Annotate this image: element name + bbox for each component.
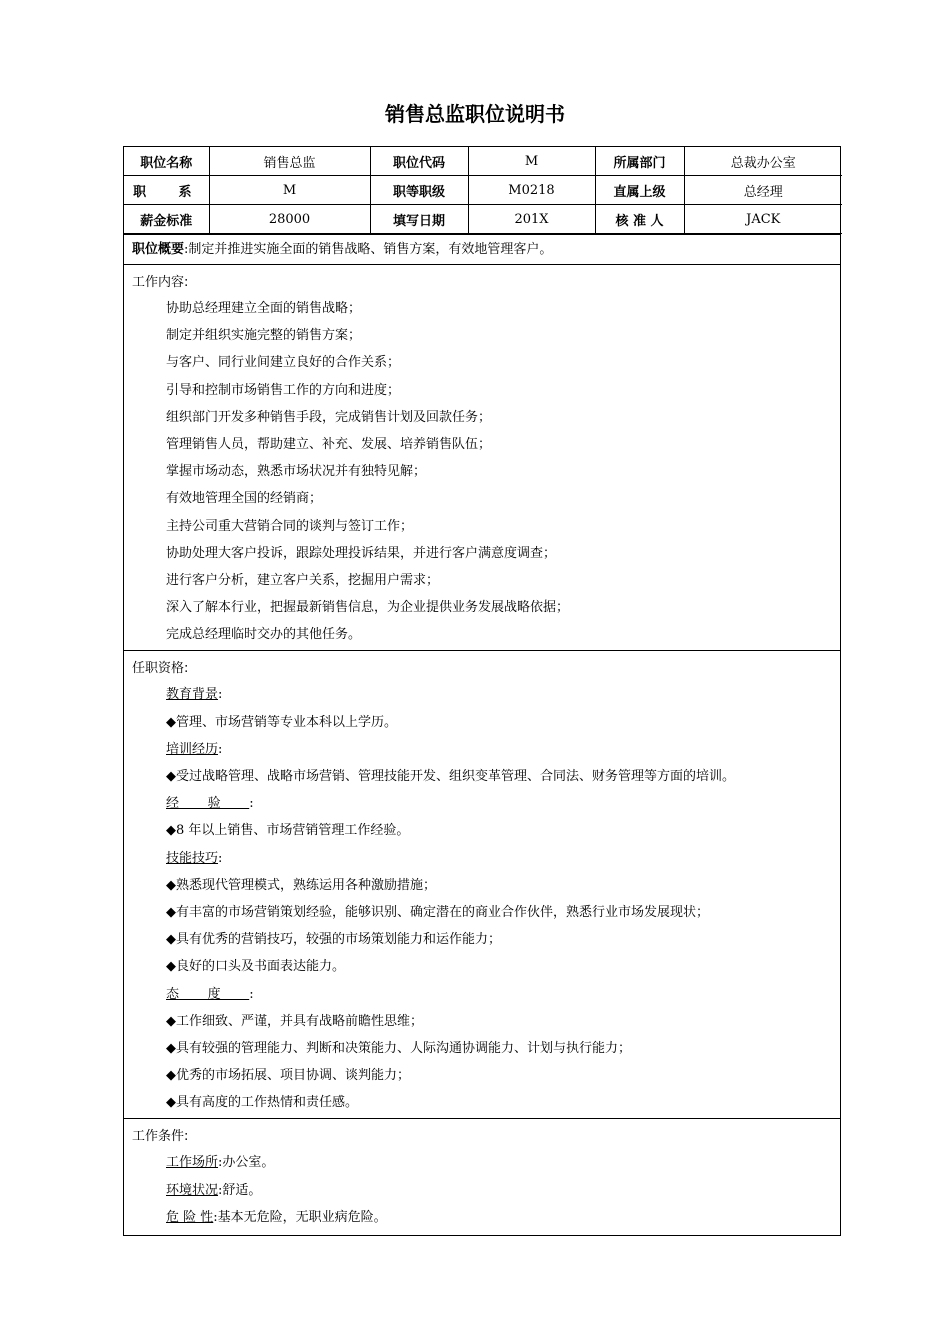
header-table [124,147,842,234]
header-row [124,205,842,234]
workplace-value: :办公室。 [218,1155,275,1171]
list-item: 有效地管理全国的经销商； [166,491,323,507]
list-item: 协助处理大客户投诉，跟踪处理投诉结果，并进行客户满意度调查； [166,545,557,561]
hazard-value: :基本无危险，无职业病危险。 [213,1209,387,1225]
list-item: 引导和控制市场销售工作的方向和进度； [166,382,401,398]
list-item: ◆8 年以上销售、市场营销管理工作经验。 [166,823,410,839]
hazard-key: 危 险 性 [166,1209,214,1225]
job-family-value: M [209,176,370,205]
list-item: 进行客户分析，建立客户关系，挖掘用户需求； [166,572,440,588]
list-item: 制定并组织实施完整的销售方案； [166,328,362,344]
grade-label: 职等职级 [370,176,468,205]
overview-label: 职位概要 [132,242,185,257]
qualifications-label: 任职资格: [132,661,189,677]
fill-date-label: 填写日期 [370,205,468,234]
workplace-key: 工作场所 [166,1155,219,1171]
environment-key: 环境状况 [166,1182,219,1198]
training-title: 培训经历 [166,741,219,757]
approver-label: 核 准 人 [595,205,684,234]
department-label: 所属部门 [595,147,684,176]
job-family-label: 职 系 [124,176,209,205]
education-title: 教育背景 [166,687,219,703]
position-code-value: M [468,147,595,176]
list-item: 协助总经理建立全面的销售战略； [166,301,362,316]
fill-date-value: 201X [468,205,595,234]
list-item: 完成总经理临时交办的其他任务。 [166,627,362,643]
page-title: 销售总监职位说明书 [385,102,565,126]
list-item: ◆具有高度的工作热情和责任感。 [166,1095,358,1111]
job-description-form [123,146,841,1236]
conditions-section [124,1118,840,1235]
salary-label: 薪金标准 [124,205,209,234]
conditions-label: 工作条件: [132,1129,189,1145]
list-item: 与客户、同行业间建立良好的合作关系； [166,355,401,371]
list-item: 深入了解本行业，把握最新销售信息，为企业提供业务发展战略依据； [166,600,570,616]
header-row [124,147,842,176]
list-item: 主持公司重大营销合同的谈判与签订工作； [166,518,414,534]
list-item: ◆工作细致、严谨，并具有战略前瞻性思维； [166,1013,423,1029]
list-item: ◆受过战略管理、战略市场营销、管理技能开发、组织变革管理、合同法、财务管理等方面的培训。 [166,769,735,784]
experience-title: 经验 [166,796,250,812]
supervisor-value: 总经理 [684,176,842,205]
work-content-section [124,264,840,650]
position-name-label: 职位名称 [124,147,209,176]
condition-item [132,1149,832,1176]
list-item: ◆良好的口头及书面表达能力。 [166,959,345,975]
approver-value: JACK [684,205,842,234]
department-value: 总裁办公室 [684,147,842,176]
attitude-title: 态度 [166,986,250,1002]
grade-value: M0218 [468,176,595,205]
list-item: ◆有丰富的市场营销策划经验，能够识别、确定潜在的商业合作伙伴，熟悉行业市场发展现状； [166,904,709,920]
list-item: 掌握市场动态，熟悉市场状况并有独特见解； [166,464,427,480]
supervisor-label: 直属上级 [595,176,684,205]
condition-item [132,1204,832,1231]
list-item: 管理销售人员，帮助建立、补充、发展、培养销售队伍； [166,436,492,452]
list-item: 组织部门开发多种销售手段，完成销售计划及回款任务； [166,409,492,425]
work-content-label: 工作内容: [132,275,189,290]
environment-value: :舒适。 [218,1182,262,1198]
qualifications-section: 任职资格: 教育背景: ◆管理、市场营销等专业本科以上学历。 培训经历: ◆受过战略管理、战略市场营销、管理技能开发、组织变革管理、合同法、财务管理等方面的培训。 经验: ◆8 年以上销售、市场营销管理工作经验。 技能技巧: ◆熟悉现代管理模式，熟练运用各种激励措施； ◆有丰富的市场营销策划经验，能够识别、确定潜在的商业合作伙伴，熟悉行业市场发展现状； ◆具有优秀的营销技巧，较强的市场策划能力和运作能力； ◆良好的口头及书面表达能力。 态度: ◆工作细致、严谨，并具有战略前瞻性思维； ◆具有较强的管理能力、判断和决策能力、人际沟通协调能力、计划与执行能力； ◆优秀的市场拓展、项目协调、谈判能力； ◆具有高度的工作热情和责任感。 [124,650,840,1118]
list-item: ◆熟悉现代管理模式，熟练运用各种激励措施； [166,877,436,893]
position-name-value: 销售总监 [209,147,370,176]
overview-section [124,234,840,264]
overview-text: :制定并推进实施全面的销售战略、销售方案，有效地管理客户。 [184,242,553,257]
header-row [124,176,842,205]
list-item: ◆优秀的市场拓展、项目协调、谈判能力； [166,1068,410,1084]
salary-value: 28000 [209,205,370,234]
list-item: ◆管理、市场营销等专业本科以上学历。 [166,714,397,730]
position-code-label: 职位代码 [370,147,468,176]
list-item: ◆具有优秀的营销技巧，较强的市场策划能力和运作能力； [166,932,501,948]
skills-title: 技能技巧 [166,850,219,866]
list-item: ◆具有较强的管理能力、判断和决策能力、人际沟通协调能力、计划与执行能力； [166,1040,631,1056]
condition-item [132,1177,832,1204]
